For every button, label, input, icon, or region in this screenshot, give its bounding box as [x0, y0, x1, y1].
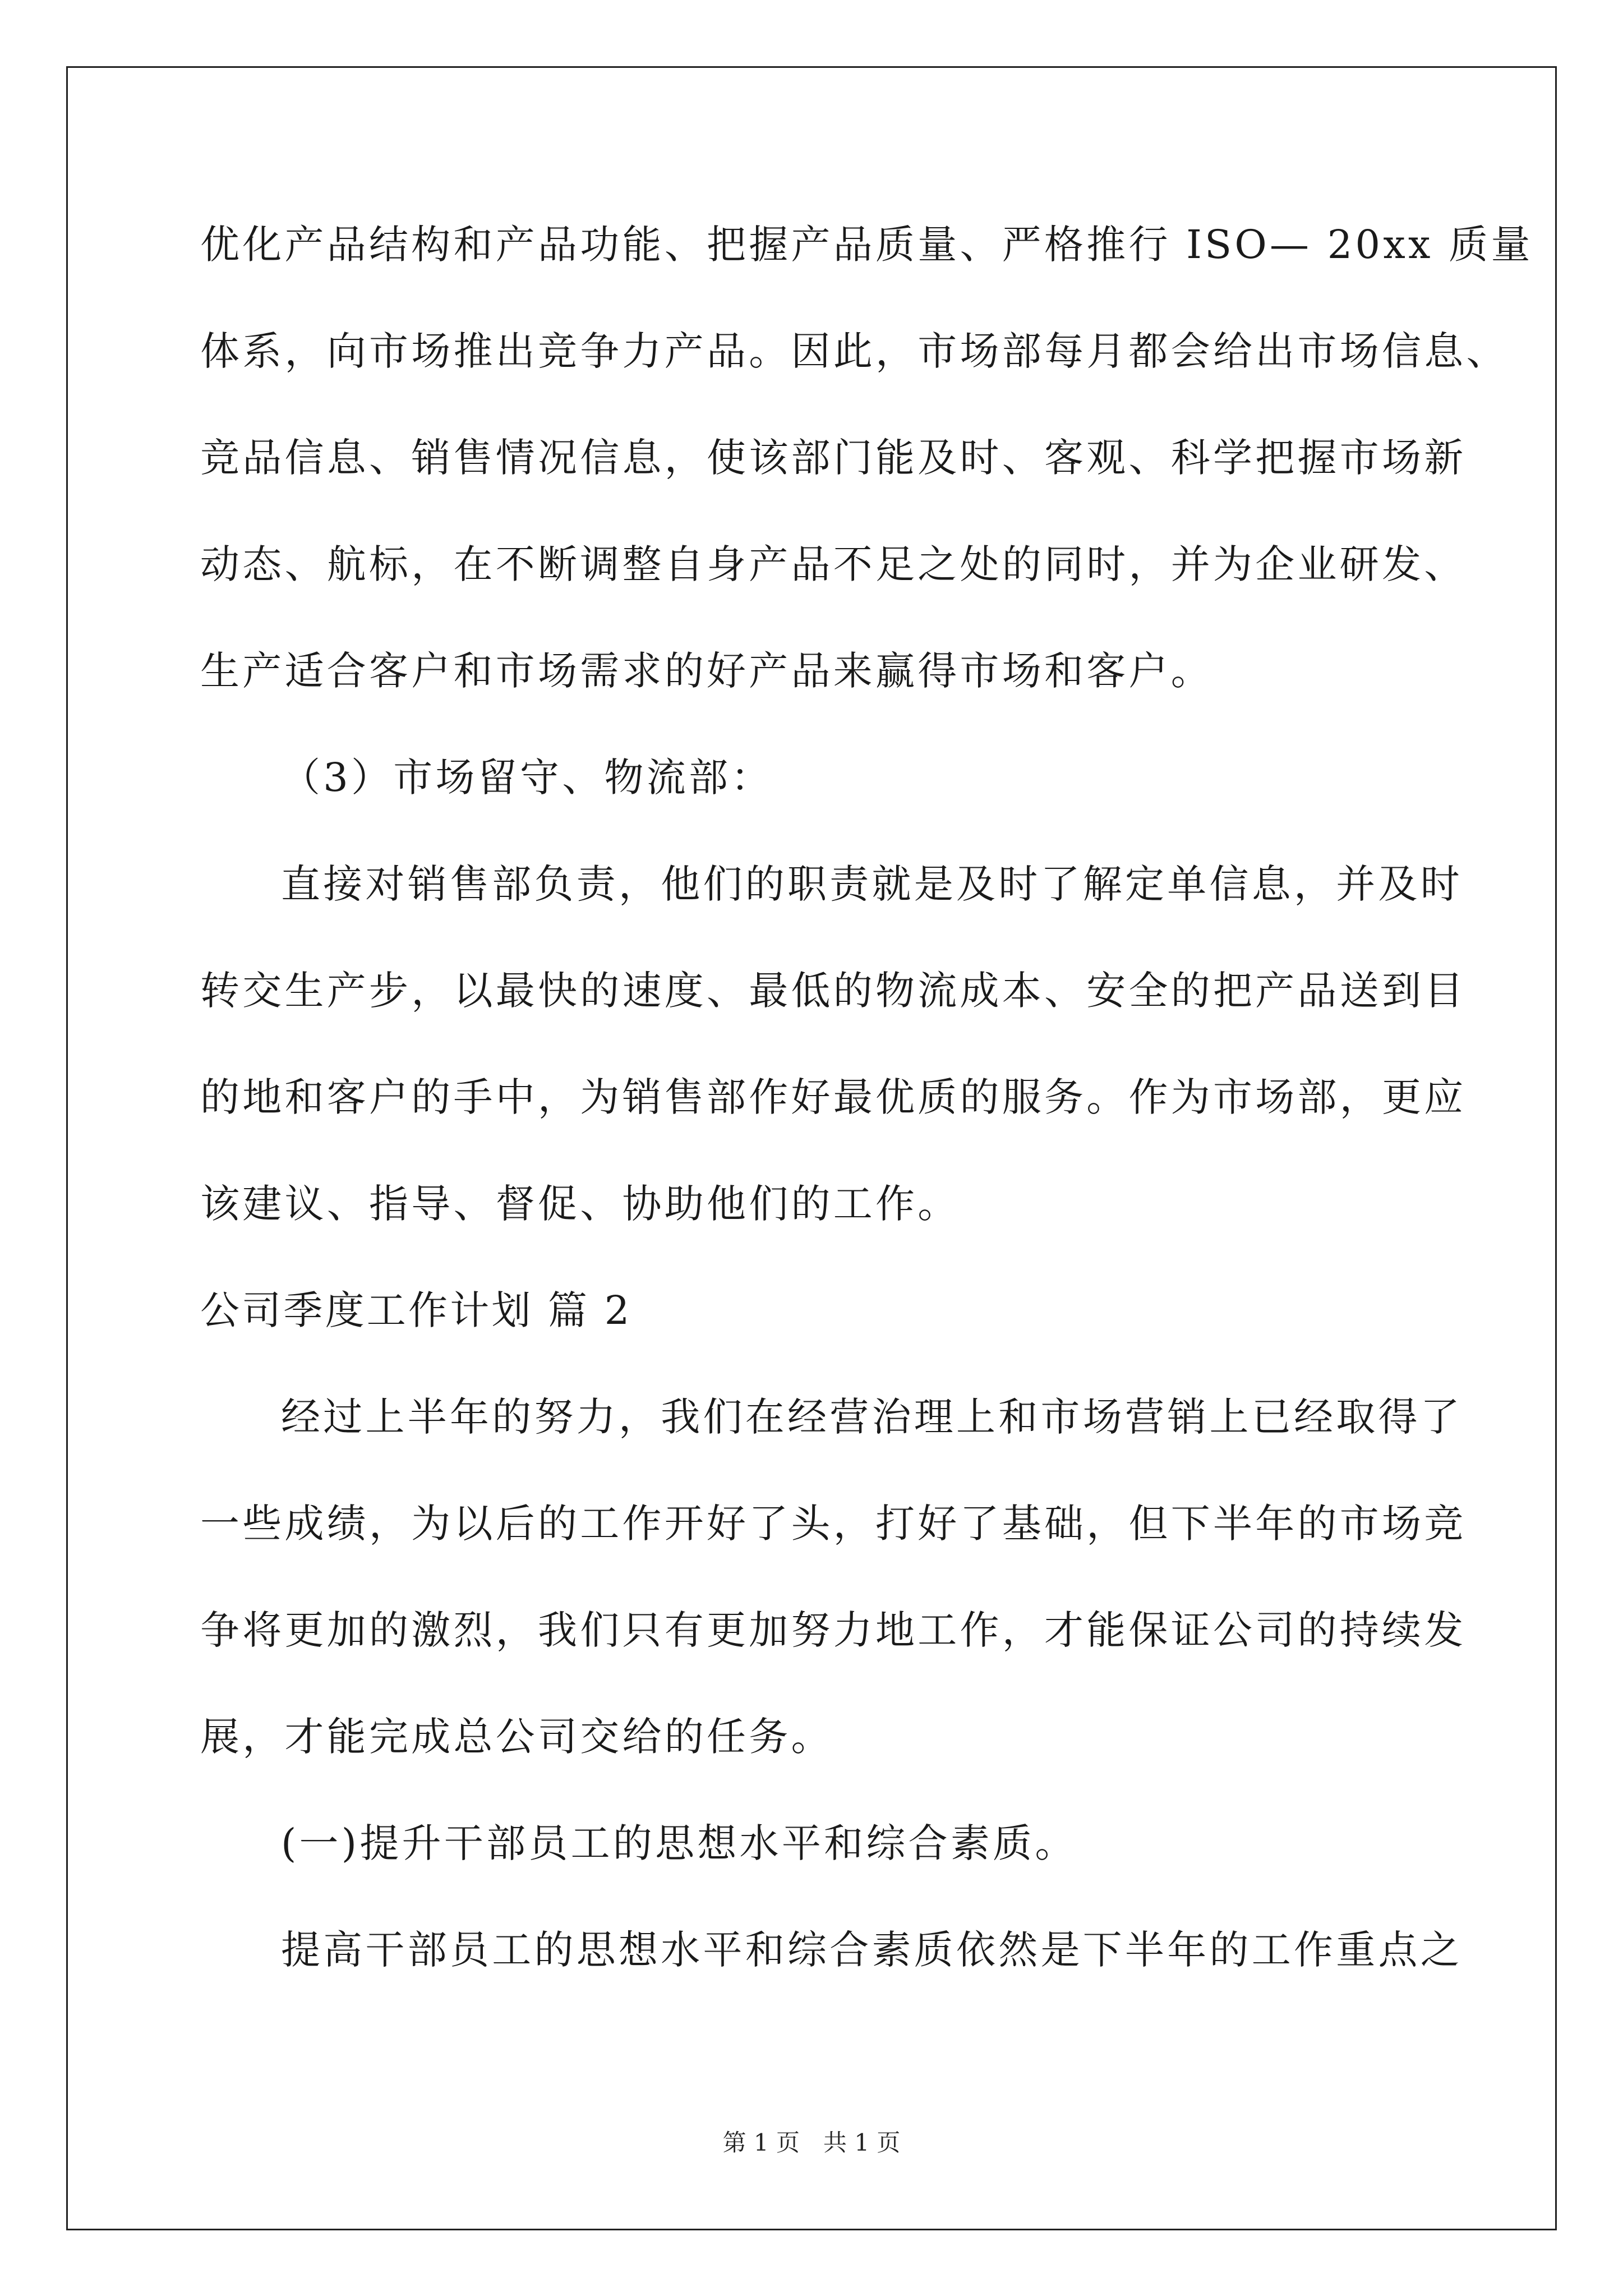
page-number: 第 1 页 共 1 页 [722, 2129, 901, 2156]
text-line: 一些成绩，为以后的工作开好了头，打好了基础，但下半年的市场竞 [200, 1501, 1467, 1547]
text-line: 竞品信息、销售情况信息，使该部门能及时、客观、科学把握市场新 [200, 435, 1467, 481]
text-line: 转交生产步，以最快的速度、最低的物流成本、安全的把产品送到目 [200, 968, 1467, 1014]
text-line: 争将更加的激烈，我们只有更加努力地工作，才能保证公司的持续发 [200, 1607, 1467, 1653]
text-line: 直接对销售部负责，他们的职责就是及时了解定单信息，并及时 [281, 861, 1463, 907]
text-line: 经过上半年的努力，我们在经营治理上和市场营销上已经取得了 [281, 1394, 1463, 1440]
text-line: 该建议、指导、督促、协助他们的工作。 [200, 1181, 960, 1227]
section-subheading: （3）市场留守、物流部： [281, 754, 773, 800]
text-line: 体系，向市场推出竞争力产品。因此，市场部每月都会给出市场信息、 [200, 328, 1509, 374]
text-line: 展，才能完成总公司交给的任务。 [200, 1714, 833, 1760]
text-line: 的地和客户的手中，为销售部作好最优质的服务。作为市场部，更应 [200, 1074, 1467, 1120]
text-line: 动态、航标，在不断调整自身产品不足之处的同时，并为企业研发、 [200, 541, 1467, 587]
text-line: 生产适合客户和市场需求的好产品来赢得市场和客户。 [200, 648, 1213, 694]
section-subheading: (一)提升干部员工的思想水平和综合素质。 [281, 1820, 1077, 1866]
text-line: 提高干部员工的思想水平和综合素质依然是下半年的工作重点之 [281, 1927, 1463, 1973]
page-border [66, 66, 1557, 2230]
text-line: 优化产品结构和产品功能、把握产品质量、严格推行 ISO— 20xx 质量 [200, 222, 1533, 268]
section-heading: 公司季度工作计划 篇 2 [200, 1287, 632, 1333]
